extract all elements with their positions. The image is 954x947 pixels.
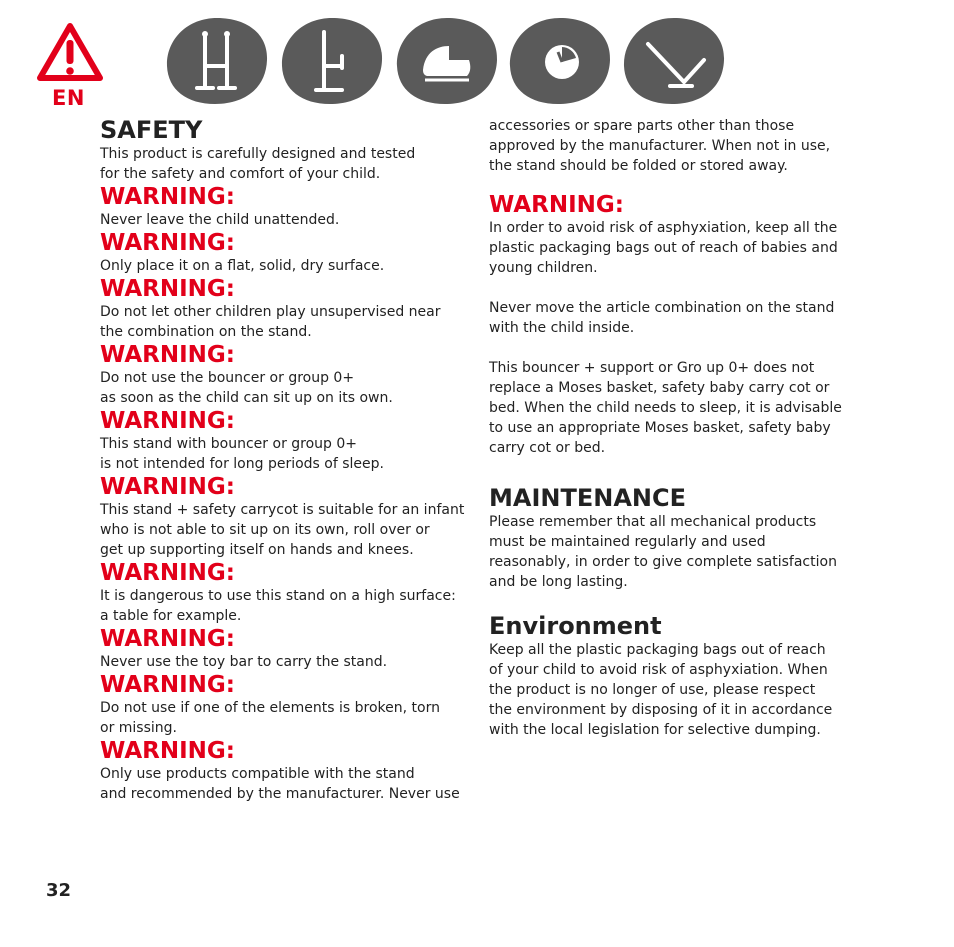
warning-text: Only place it on a flat, solid, dry surface. <box>100 258 385 274</box>
warning-heading: WARNING: <box>100 276 235 302</box>
warning-text: Do not let other children play unsupervised near the combination on the stand. <box>100 304 441 340</box>
warning-heading: WARNING: <box>100 560 235 586</box>
warning-text: This stand + safety carrycot is suitable for an infant who is not able to sit up on its own, roll over or get up supporting itself on hands and knees. <box>100 502 465 558</box>
warning-text: Do not use the bouncer or group 0+ as soon as the child can sit up on its own. <box>100 370 393 406</box>
warning-heading: WARNING: <box>100 342 235 368</box>
safety-text: This product is carefully designed and tested for the safety and comfort of your child. <box>100 146 416 182</box>
warning-text: Only use products compatible with the stand and recommended by the manufacturer. Never use <box>100 766 460 802</box>
warning-heading: WARNING: <box>100 672 235 698</box>
maintenance-heading: MAINTENANCE <box>489 484 686 512</box>
warning-heading: WARNING: <box>100 230 235 256</box>
right-column <box>489 116 849 740</box>
warning-heading: WARNING: <box>100 184 235 210</box>
header-pictograms <box>160 16 730 108</box>
language-label: EN <box>52 86 85 110</box>
sleep-warning-text: This bouncer + support or Gro up 0+ does not replace a Moses basket, safety baby carry cot or bed. When the child needs to sleep, it is advisable to use an appropriate Moses basket, safety baby carry cot or bed. <box>489 360 842 456</box>
warning-heading: WARNING: <box>100 474 235 500</box>
warning-text: This stand with bouncer or group 0+ is not intended for long periods of sleep. <box>100 436 384 472</box>
page-number: 32 <box>46 880 72 901</box>
warning-triangle-icon <box>36 22 104 84</box>
asphyxiation-warning-text: In order to avoid risk of asphyxiation, keep all the plastic packaging bags out of reach of babies and young children. <box>489 220 838 276</box>
warning-heading: WARNING: <box>100 408 235 434</box>
maintenance-text: Please remember that all mechanical products must be maintained regularly and used reasonably, in order to give complete satisfaction and be long lasting. <box>489 514 837 590</box>
left-column <box>100 116 466 804</box>
stand-frame-icon <box>165 16 269 106</box>
stand-side-icon <box>280 16 384 106</box>
folded-stand-icon <box>622 16 726 106</box>
warning-text: Never use the toy bar to carry the stand. <box>100 654 388 670</box>
environment-heading: Environment <box>489 612 662 640</box>
carrycot-icon <box>395 16 499 106</box>
clock-icon <box>508 16 612 106</box>
safety-heading: SAFETY <box>100 116 203 144</box>
warning-text: Do not use if one of the elements is broken, torn or missing. <box>100 700 440 736</box>
warning-heading: WARNING: <box>489 192 624 218</box>
move-warning-text: Never move the article combination on the stand with the child inside. <box>489 300 835 336</box>
environment-text: Keep all the plastic packaging bags out of reach of your child to avoid risk of asphyxiation. When the product is no longer of use, please respect the environment by disposing of it in accordance with the local legislation for selective dumping. <box>489 642 833 738</box>
warning-text: Never leave the child unattended. <box>100 212 340 228</box>
continued-text: accessories or spare parts other than those approved by the manufacturer. When not in use, the stand should be folded or stored away. <box>489 118 831 174</box>
warning-heading: WARNING: <box>100 626 235 652</box>
warning-text: It is dangerous to use this stand on a high surface: a table for example. <box>100 588 456 624</box>
warning-heading: WARNING: <box>100 738 235 764</box>
